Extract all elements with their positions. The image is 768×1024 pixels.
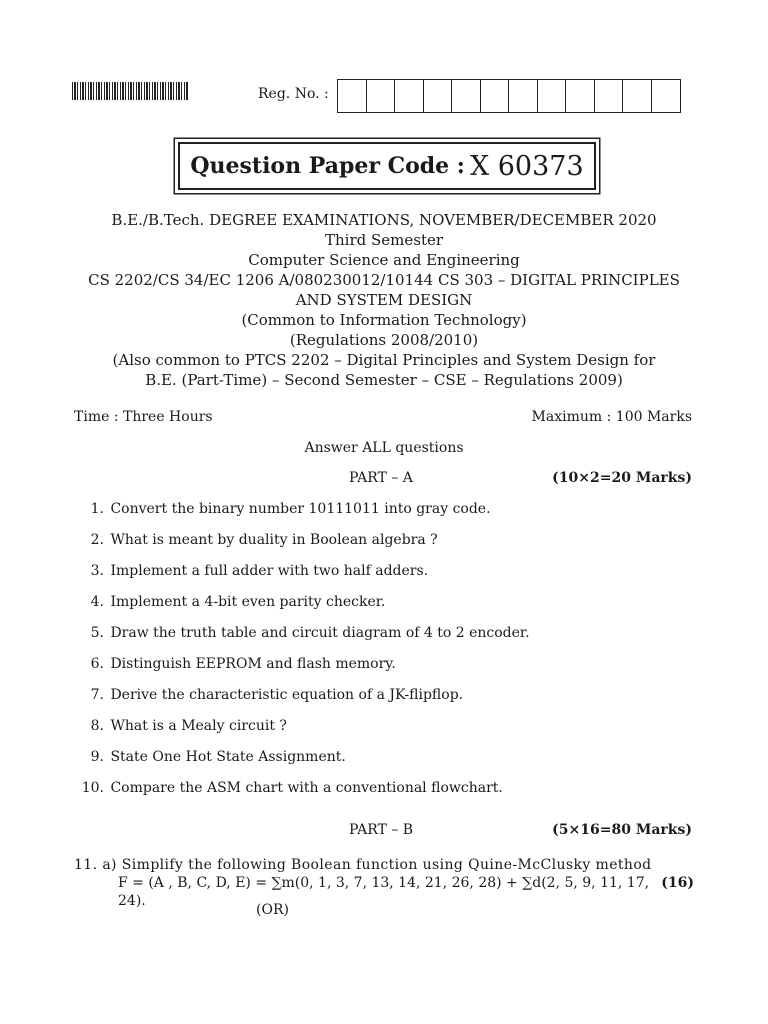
- part-a-question-list: [74, 501, 694, 811]
- list-item: 10. Compare the ASM chart with a conventional flowchart.: [81, 780, 503, 796]
- q11-line2: F = (A , B, C, D, E) = ∑m(0, 1, 3, 7, 13, 14, 21, 26, 28) + ∑d(2, 5, 9, 11, 17, 24).: [118, 875, 650, 909]
- list-item: 4. Implement a 4-bit even parity checker.: [90, 594, 386, 610]
- qpc-code: X 60373: [469, 150, 584, 182]
- title-line: Computer Science and Engineering: [248, 251, 520, 269]
- reg-no-label: Reg. No. :: [258, 86, 329, 102]
- question-paper-code-box: [178, 142, 596, 190]
- reg-no-box: [367, 80, 396, 112]
- list-item: 9. State One Hot State Assignment.: [90, 749, 346, 765]
- reg-no-box: [623, 80, 652, 112]
- reg-no-box: [395, 80, 424, 112]
- title-line: AND SYSTEM DESIGN: [295, 291, 473, 309]
- title-line: Third Semester: [324, 231, 444, 249]
- title-line: (Common to Information Technology): [241, 311, 527, 329]
- reg-no-box: [566, 80, 595, 112]
- part-b-title: PART – B: [349, 822, 414, 838]
- reg-no-box: [338, 80, 367, 112]
- title-line: B.E. (Part-Time) – Second Semester – CSE – Regulations 2009): [145, 371, 623, 389]
- reg-no-box: [452, 80, 481, 112]
- reg-no-box: [538, 80, 567, 112]
- reg-no-box: [595, 80, 624, 112]
- title-line: B.E./B.Tech. DEGREE EXAMINATIONS, NOVEMBER/DECEMBER 2020: [111, 211, 657, 229]
- barcode: [72, 82, 188, 100]
- q11-line2-row: [74, 874, 694, 910]
- list-item: 3. Implement a full adder with two half adders.: [90, 563, 429, 579]
- part-a-marks: (10×2=20 Marks): [552, 470, 692, 486]
- part-b-marks: (5×16=80 Marks): [552, 822, 692, 838]
- title-line: (Regulations 2008/2010): [289, 331, 479, 349]
- reg-no-box: [509, 80, 538, 112]
- exam-title-block: [60, 210, 708, 390]
- part-a-title: PART – A: [349, 470, 413, 486]
- list-item: 5. Draw the truth table and circuit diagram of 4 to 2 encoder.: [90, 625, 530, 641]
- list-item: 1. Convert the binary number 10111011 into gray code.: [90, 501, 491, 517]
- qpc-label: Question Paper Code :: [190, 153, 465, 179]
- time-label: Time : Three Hours: [74, 409, 213, 425]
- list-item: 8. What is a Mealy circuit ?: [90, 718, 287, 734]
- exam-info-row: [74, 409, 692, 425]
- or-label: (OR): [256, 902, 289, 918]
- title-line: CS 2202/CS 34/EC 1206 A/080230012/10144 CS 303 – DIGITAL PRINCIPLES: [88, 271, 680, 289]
- list-item: 2. What is meant by duality in Boolean algebra ?: [90, 532, 438, 548]
- instruction: Answer ALL questions: [304, 440, 464, 456]
- list-item: 7. Derive the characteristic equation of a JK-flipflop.: [90, 687, 464, 703]
- reg-no-box: [652, 80, 681, 112]
- question-11: [74, 856, 694, 910]
- list-item: 6. Distinguish EEPROM and flash memory.: [90, 656, 396, 672]
- reg-no-box: [424, 80, 453, 112]
- q11-line1: 11. a) Simplify the following Boolean function using Quine-McClusky method: [74, 857, 652, 873]
- q11-marks: (16): [661, 875, 694, 891]
- reg-no-boxes: [337, 79, 681, 113]
- max-marks-label: Maximum : 100 Marks: [531, 409, 692, 425]
- reg-no-box: [481, 80, 510, 112]
- title-line: (Also common to PTCS 2202 – Digital Principles and System Design for: [112, 351, 656, 369]
